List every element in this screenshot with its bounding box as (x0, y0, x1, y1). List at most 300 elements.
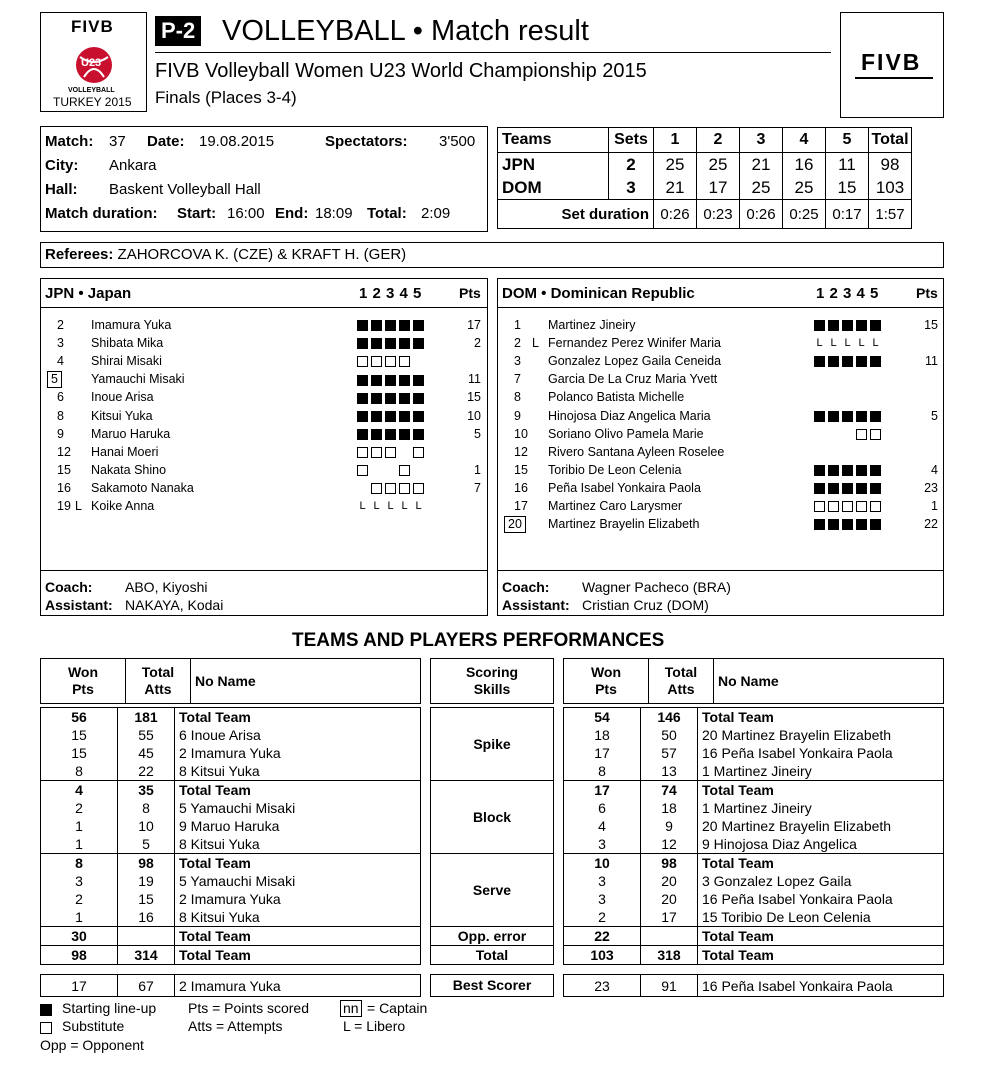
legend (40, 1000, 460, 1060)
score-set-points: 25 (783, 176, 826, 200)
score-header-total: Total (869, 128, 912, 153)
starting-lineup-icon (399, 375, 410, 386)
set-participation (814, 388, 884, 406)
u23-logo-text: U23 (81, 57, 102, 69)
substitute-icon (399, 483, 410, 494)
score-team: JPN (498, 153, 609, 177)
performance-header (563, 658, 944, 704)
player-row (498, 479, 938, 497)
performance-row (564, 708, 944, 727)
coach-label: Coach: (45, 579, 93, 595)
score-header-set4: 4 (783, 128, 826, 153)
player-name: Total Team (698, 854, 944, 873)
no-name-header: No Name (191, 659, 421, 704)
hall-label: Hall: (45, 181, 78, 198)
performance-row (41, 781, 421, 800)
libero-set-marker: L (415, 500, 422, 513)
attempts: 20 (641, 890, 698, 908)
no-entry-slot (828, 393, 839, 404)
won-points: 8 (564, 762, 641, 781)
score-set-points: 15 (826, 176, 869, 200)
attempts: 98 (118, 854, 175, 873)
skill-opp-error: Opp. error (431, 926, 553, 945)
captain-box-icon: nn (340, 1000, 362, 1017)
attempts: 5 (118, 835, 175, 854)
coach-rule (41, 570, 487, 571)
team-header-rule (498, 307, 943, 308)
player-name: Rivero Santana Ayleen Roselee (548, 444, 725, 459)
player-name: 8 Kitsui Yuka (179, 909, 260, 925)
set-duration-label: Set duration (498, 200, 654, 229)
won-points: 6 (564, 799, 641, 817)
skill-serve: Serve (431, 853, 553, 926)
starting-lineup-icon (357, 338, 368, 349)
performance-skills (430, 658, 554, 997)
player-points: 2 (474, 336, 481, 351)
starting-lineup-icon (385, 320, 396, 331)
libero-set-marker: L (872, 337, 879, 350)
starting-lineup-icon (413, 338, 424, 349)
won-points: 22 (564, 927, 641, 946)
won-points: 2 (564, 908, 641, 927)
performance-row (564, 817, 944, 835)
no-entry-slot (870, 375, 881, 386)
player-name: Toribio De Leon Celenia (548, 462, 682, 477)
skill-best-scorer: Best Scorer (430, 974, 554, 997)
no-entry-slot (399, 447, 410, 458)
set-participation (357, 497, 427, 515)
substitute-icon (371, 356, 382, 367)
pts-label: Pts (595, 681, 617, 697)
score-row-dom (498, 176, 912, 200)
score-sets: 3 (609, 176, 654, 200)
won-label: Won (590, 664, 622, 680)
starting-lineup-icon (828, 465, 839, 476)
phase-name: Finals (Places 3-4) (155, 88, 297, 107)
no-entry-slot (842, 393, 853, 404)
libero-set-marker: L (844, 337, 851, 350)
player-row (498, 407, 938, 425)
host-text: TURKEY 2015 (53, 95, 132, 109)
date-label: Date: (147, 133, 185, 150)
player-row (498, 316, 938, 334)
no-entry-slot (828, 375, 839, 386)
starting-lineup-icon (413, 429, 424, 440)
player-row (41, 461, 481, 479)
no-entry-slot (842, 429, 853, 440)
score-set-points: 21 (740, 153, 783, 177)
attempts (118, 927, 175, 946)
coach-name: Wagner Pacheco (BRA) (582, 579, 731, 595)
player-number: 16 (57, 480, 71, 495)
set-participation (357, 461, 427, 479)
libero-set-marker: L (830, 337, 837, 350)
player-name: 16 Peña Isabel Yonkaira Paola (702, 891, 893, 907)
performance-body (563, 707, 944, 965)
performance-row (564, 908, 944, 927)
player-number: 12 (514, 444, 528, 459)
no-entry-slot (828, 447, 839, 458)
attempts: 10 (118, 817, 175, 835)
player-row (41, 479, 481, 497)
performance-row (564, 890, 944, 908)
libero-set-marker: L (359, 500, 366, 513)
starting-lineup-icon (828, 483, 839, 494)
starting-lineup-icon (828, 411, 839, 422)
performance-row (564, 835, 944, 854)
starting-lineup-icon (357, 429, 368, 440)
starting-lineup-icon (371, 375, 382, 386)
starting-lineup-icon (40, 1004, 52, 1016)
substitute-icon (413, 447, 424, 458)
skills-label: Skills (473, 681, 511, 697)
set-columns-header: 1 2 3 4 5 (359, 285, 422, 302)
attempts: 181 (118, 708, 175, 727)
player-name: Polanco Batista Michelle (548, 390, 685, 405)
performance-body (40, 707, 421, 965)
player-name: Imamura Yuka (91, 318, 172, 332)
won-pts-header (564, 659, 649, 704)
player-name: Total Team (175, 854, 421, 873)
player-name: Shirai Misaki (91, 354, 162, 369)
score-header-set5: 5 (826, 128, 869, 153)
won-points: 17 (564, 781, 641, 800)
starting-lineup-icon (371, 338, 382, 349)
starting-lineup-icon (371, 320, 382, 331)
won-points: 56 (41, 708, 118, 727)
performance-table-jpn (40, 658, 421, 997)
score-header-set3: 3 (740, 128, 783, 153)
score-sets: 2 (609, 153, 654, 177)
starting-lineup-icon (385, 375, 396, 386)
substitute-icon (371, 447, 382, 458)
player-number: 15 (514, 462, 528, 477)
player-row (41, 334, 481, 352)
no-entry-slot (856, 393, 867, 404)
set-participation (814, 334, 884, 352)
set-columns-header: 1 2 3 4 5 (816, 285, 879, 302)
won-points: 98 (41, 946, 118, 965)
no-entry-slot (870, 447, 881, 458)
won-points: 4 (41, 781, 118, 800)
player-name: Koike Anna (91, 499, 155, 513)
starting-lineup-icon (371, 411, 382, 422)
set-participation (357, 407, 427, 425)
attempts: 19 (118, 872, 175, 890)
substitute-icon (399, 465, 410, 476)
libero-set-marker: L (816, 337, 823, 350)
city-value: Ankara (109, 157, 157, 174)
player-number: 8 (514, 390, 521, 405)
no-entry-slot (814, 447, 825, 458)
player-name: Total Team (702, 709, 774, 725)
substitute-icon (371, 483, 382, 494)
won-points: 3 (564, 872, 641, 890)
player-number: 8 (57, 408, 64, 423)
starting-lineup-icon (814, 411, 825, 422)
legend-pts: Pts = Points scored (188, 1000, 310, 1016)
set-participation (814, 407, 884, 425)
player-name: Total Team (698, 927, 944, 946)
attempts: 13 (641, 762, 698, 781)
attempts: 67 (118, 975, 175, 997)
player-row (41, 370, 481, 388)
starting-lineup-icon (371, 429, 382, 440)
substitute-icon (40, 1022, 52, 1034)
assistant-name: NAKAYA, Kodai (125, 597, 224, 613)
start-label: Start: (177, 205, 217, 222)
set-participation (357, 425, 427, 443)
performance-row (564, 781, 944, 800)
score-header-teams: Teams (498, 128, 609, 153)
starting-lineup-icon (856, 411, 867, 422)
score-team: DOM (498, 176, 609, 200)
attempts: 45 (118, 744, 175, 762)
player-name: 16 Peña Isabel Yonkaira Paola (702, 977, 893, 994)
won-points: 3 (564, 890, 641, 908)
player-name: 9 Maruo Haruka (179, 818, 280, 834)
player-number: 3 (57, 336, 64, 351)
match-label: Match: (45, 133, 94, 150)
starting-lineup-icon (385, 429, 396, 440)
performance-row (41, 908, 421, 927)
total-duration-value: 2:09 (421, 205, 451, 222)
legend-starting: Starting line-up (62, 1000, 157, 1016)
legend-substitute: Substitute (62, 1018, 125, 1034)
spectators-label: Spectators: (325, 133, 408, 150)
player-points: 22 (924, 517, 938, 532)
team-roster-dom (497, 278, 944, 616)
coach-label: Coach: (502, 579, 550, 595)
attempts: 22 (118, 762, 175, 781)
team-header: DOM • Dominican Republic (502, 285, 695, 302)
player-points: 17 (467, 318, 481, 332)
score-total-points: 103 (869, 176, 912, 200)
score-set-points: 25 (697, 153, 740, 177)
attempts: 8 (118, 799, 175, 817)
libero-marker: L (532, 336, 539, 351)
player-name: Garcia De La Cruz Maria Yvett (548, 372, 718, 387)
best-scorer-row (563, 974, 944, 997)
won-points: 23 (564, 975, 641, 997)
score-header-set2: 2 (697, 128, 740, 153)
performance-row-total (41, 946, 421, 965)
attempts: 17 (641, 908, 698, 927)
duration-label: Match duration: (45, 205, 158, 222)
player-name: Fernandez Perez Winifer Maria (548, 336, 721, 351)
no-entry-slot (413, 465, 424, 476)
player-number: 5 (47, 371, 62, 388)
page-title: VOLLEYBALL • Match result (222, 15, 589, 47)
player-points: 11 (468, 372, 481, 387)
no-entry-slot (357, 483, 368, 494)
set-duration-row (498, 200, 912, 229)
player-name: 2 Imamura Yuka (179, 977, 281, 994)
skill-block: Block (431, 780, 553, 853)
assistant-label: Assistant: (45, 597, 113, 613)
starting-lineup-icon (413, 375, 424, 386)
substitute-icon (856, 501, 867, 512)
set-participation (814, 370, 884, 388)
won-points: 54 (564, 708, 641, 727)
player-points: 11 (925, 354, 938, 369)
starting-lineup-icon (828, 519, 839, 530)
starting-lineup-icon (870, 519, 881, 530)
set-duration-value: 0:23 (697, 200, 740, 229)
won-points: 1 (41, 835, 118, 854)
player-points: 5 (474, 426, 481, 441)
score-set-points: 25 (740, 176, 783, 200)
title-rule (155, 52, 831, 53)
player-number: 6 (57, 390, 64, 405)
performance-row (41, 872, 421, 890)
assistant-name: Cristian Cruz (DOM) (582, 597, 709, 613)
attempts: 57 (641, 744, 698, 762)
no-entry-slot (828, 429, 839, 440)
player-row (498, 515, 938, 533)
player-name: 3 Gonzalez Lopez Gaila (702, 873, 852, 889)
player-name: 5 Yamauchi Misaki (179, 800, 296, 816)
set-participation (814, 515, 884, 533)
no-entry-slot (385, 465, 396, 476)
player-points: 7 (474, 480, 481, 495)
player-row (498, 388, 938, 406)
won-points: 15 (41, 726, 118, 744)
set-duration-value: 0:25 (783, 200, 826, 229)
attempts: 314 (118, 946, 175, 965)
won-points: 103 (564, 946, 641, 965)
player-points: 1 (474, 462, 481, 477)
skills-body (430, 707, 554, 965)
fivb-logo-small: FIVB (71, 17, 114, 36)
coach-name: ABO, Kiyoshi (125, 579, 208, 595)
starting-lineup-icon (856, 519, 867, 530)
pts-header: Pts (459, 285, 481, 301)
won-points: 18 (564, 726, 641, 744)
total-duration-label: Total: (367, 205, 407, 222)
player-row (498, 370, 938, 388)
match-info-box (40, 126, 488, 232)
player-name: Maruo Haruka (91, 426, 171, 441)
set-duration-value: 0:26 (654, 200, 697, 229)
won-points: 1 (41, 817, 118, 835)
starting-lineup-icon (842, 411, 853, 422)
attempts: 50 (641, 726, 698, 744)
player-name: Shibata Mika (91, 336, 164, 351)
starting-lineup-icon (413, 411, 424, 422)
performance-row (41, 835, 421, 854)
player-name: Total Team (175, 781, 421, 800)
substitute-icon (399, 356, 410, 367)
starting-lineup-icon (814, 320, 825, 331)
player-points: 23 (924, 480, 938, 495)
no-entry-slot (842, 447, 853, 458)
score-set-points: 16 (783, 153, 826, 177)
fivb-logo-box (840, 12, 944, 118)
player-row (41, 497, 481, 515)
starting-lineup-icon (870, 483, 881, 494)
hall-value: Baskent Volleyball Hall (109, 181, 261, 198)
score-set-points: 21 (654, 176, 697, 200)
player-row (498, 334, 938, 352)
player-name: Yamauchi Misaki (91, 372, 185, 387)
performance-row-opp_error (41, 927, 421, 946)
no-entry-slot (413, 356, 424, 367)
won-label: Won (67, 664, 99, 680)
set-participation (814, 316, 884, 334)
attempts: 74 (641, 781, 698, 800)
starting-lineup-icon (842, 465, 853, 476)
player-row (498, 425, 938, 443)
player-number: 2 (514, 336, 521, 351)
starting-lineup-icon (814, 483, 825, 494)
won-points: 17 (41, 975, 118, 997)
fivb-logo-swoosh (855, 77, 933, 79)
player-name: Peña Isabel Yonkaira Paola (548, 480, 701, 495)
attempts: 16 (118, 908, 175, 927)
performance-row (41, 854, 421, 873)
skill-spike: Spike (473, 736, 511, 752)
starting-lineup-icon (842, 356, 853, 367)
legend-captain: = Captain (367, 1000, 428, 1016)
set-duration-value: 0:17 (826, 200, 869, 229)
starting-lineup-icon (399, 338, 410, 349)
player-number: 15 (57, 462, 71, 477)
set-duration-value: 0:26 (740, 200, 783, 229)
player-points: 10 (467, 408, 481, 423)
performance-row (564, 872, 944, 890)
set-participation (357, 334, 427, 352)
referees-label: Referees: (45, 246, 114, 263)
set-participation (357, 370, 427, 388)
scoring-label: Scoring (465, 664, 519, 680)
no-entry-slot (842, 375, 853, 386)
end-value: 18:09 (315, 205, 353, 222)
starting-lineup-icon (399, 411, 410, 422)
player-number: 10 (514, 426, 528, 441)
player-number: 2 (57, 318, 64, 332)
performance-row (564, 854, 944, 873)
score-header-sets: Sets (609, 128, 654, 153)
no-entry-slot (371, 465, 382, 476)
set-participation (357, 479, 427, 497)
player-name: Soriano Olivo Pamela Marie (548, 426, 704, 441)
starting-lineup-icon (842, 320, 853, 331)
attempts: 146 (641, 708, 698, 727)
score-set-points: 17 (697, 176, 740, 200)
no-entry-slot (870, 393, 881, 404)
pts-label: Pts (72, 681, 94, 697)
fivb-logo: FIVB (861, 49, 922, 75)
total-label: Total (664, 664, 698, 680)
libero-set-marker: L (387, 500, 394, 513)
no-entry-slot (856, 375, 867, 386)
total-atts-header (126, 659, 191, 704)
libero-marker: L (75, 499, 82, 513)
player-name: 1 Martinez Jineiry (702, 763, 812, 779)
competition-name: FIVB Volleyball Women U23 World Championship 2015 (155, 60, 647, 82)
player-name: 20 Martinez Brayelin Elizabeth (702, 727, 892, 743)
player-name: Kitsui Yuka (91, 408, 153, 423)
player-name: Martinez Jineiry (548, 318, 636, 332)
starting-lineup-icon (870, 320, 881, 331)
score-header-set1: 1 (654, 128, 697, 153)
won-points: 17 (564, 744, 641, 762)
player-row (41, 352, 481, 370)
player-number: 19 (57, 499, 71, 513)
starting-lineup-icon (399, 393, 410, 404)
attempts: 18 (641, 799, 698, 817)
